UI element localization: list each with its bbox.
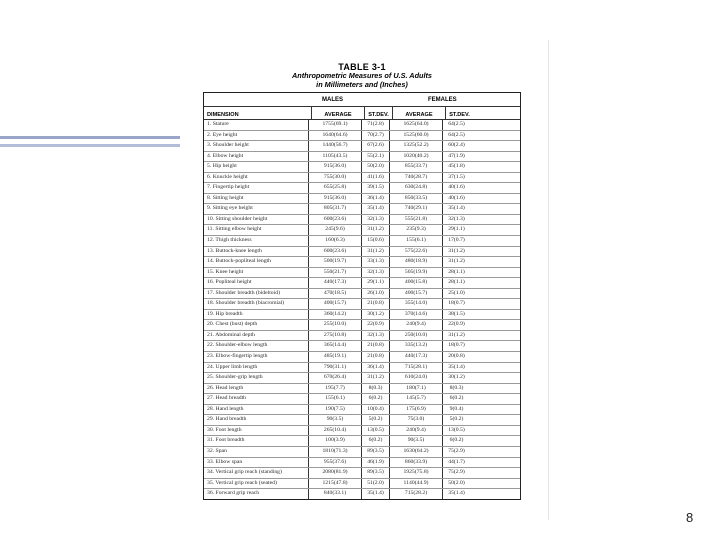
table-row [204,289,520,300]
cell-male-stdev: 46(1.9) [361,458,389,468]
cell-female-stdev: 28(1.1) [442,278,470,288]
cell-male-average: 600(23.6) [308,247,361,257]
cell-female-average: 90(3.5) [389,436,442,446]
cell-female-stdev: 20(0.8) [442,352,470,362]
cell-male-average: 500(19.7) [308,257,361,267]
cell-male-average: 670(26.4) [308,373,361,383]
cell-male-stdev: 21(0.8) [361,341,389,351]
accent-line [0,136,180,139]
cell-female-average: 850(33.5) [389,194,442,204]
table-subtitle-line1: Anthropometric Measures of U.S. Adults [291,71,432,80]
cell-male-stdev: 41(1.6) [361,173,389,183]
table-row [204,331,520,342]
table-row [204,436,520,447]
cell-dimension: 34. Vertical grip reach (standing) [207,469,282,476]
table-row [204,341,520,352]
cell-male-stdev: 13(0.5) [361,426,389,436]
cell-female-average: 480(18.9) [389,257,442,267]
cell-female-average: 1020(40.2) [389,152,442,162]
cell-male-average: 915(36.0) [308,194,361,204]
cell-female-stdev: 35(1.4) [442,363,470,373]
cell-dimension: 36. Forward grip reach [207,490,260,497]
cell-male-average: 550(21.7) [308,268,361,278]
cell-male-stdev: 55(2.1) [361,152,389,162]
cell-dimension: 14. Buttock-popliteal length [207,258,271,265]
cell-male-stdev: 21(0.8) [361,352,389,362]
cell-female-stdev: 18(0.7) [442,299,470,309]
cell-dimension: 28. Hand length [207,405,244,412]
cell-female-stdev: 37(1.5) [442,173,470,183]
cell-dimension: 11. Sitting elbow height [207,226,262,233]
cell-dimension: 7. Fingertip height [207,184,250,191]
cell-female-average: 1325(52.2) [389,141,442,151]
cell-male-average: 160(6.3) [308,236,361,246]
cell-female-average: 240(9.4) [389,320,442,330]
cell-male-stdev: 50(2.0) [361,162,389,172]
cell-male-average: 1440(56.7) [308,141,361,151]
cell-female-average: 715(28.2) [389,489,442,499]
cell-female-stdev: 6(0.2) [442,394,470,404]
cell-female-average: 555(21.8) [389,215,442,225]
table-row [204,426,520,437]
cell-female-stdev: 47(1.9) [442,152,470,162]
slide-page-number: 8 [686,510,694,525]
cell-dimension: 13. Buttock-knee length [207,247,262,254]
cell-female-stdev: 35(1.4) [442,204,470,214]
cell-male-stdev: 29(1.1) [361,278,389,288]
cell-female-stdev: 25(1.0) [442,289,470,299]
cell-female-stdev: 75(2.9) [442,447,470,457]
cell-female-average: 1625(64.0) [389,120,442,130]
table-row [204,479,520,490]
table-row [204,131,520,142]
cell-female-stdev: 17(0.7) [442,236,470,246]
cell-female-average: 610(24.0) [389,373,442,383]
table-row [204,236,520,247]
cell-male-average: 100(3.9) [308,436,361,446]
cell-dimension: 23. Elbow-fingertip length [207,353,268,360]
cell-female-average: 240(9.4) [389,426,442,436]
column-header-male-average: AVERAGE [311,107,364,119]
cell-male-average: 1810(71.3) [308,447,361,457]
cell-female-stdev: 50(2.0) [442,479,470,489]
cell-female-stdev: 6(0.2) [442,436,470,446]
cell-male-average: 265(10.4) [308,426,361,436]
table-row [204,373,520,384]
cell-female-stdev: 32(1.3) [442,215,470,225]
cell-female-stdev: 9(0.4) [442,405,470,415]
cell-male-stdev: 35(1.4) [361,204,389,214]
table-row [204,120,520,131]
cell-male-average: 470(18.5) [308,289,361,299]
cell-dimension: 6. Knuckle height [207,173,248,180]
cell-male-stdev: 32(1.3) [361,331,389,341]
cell-dimension: 8. Sitting height [207,194,244,201]
cell-dimension: 21. Abdominal depth [207,331,255,338]
cell-female-average: 370(14.6) [389,310,442,320]
cell-male-stdev: 32(1.3) [361,268,389,278]
cell-dimension: 15. Knee height [207,268,244,275]
cell-female-average: 740(28.7) [389,173,442,183]
table-row [204,204,520,215]
cell-female-stdev: 30(1.2) [442,373,470,383]
cell-female-stdev: 13(0.5) [442,426,470,436]
table-row [204,225,520,236]
table-row [204,310,520,321]
cell-dimension: 24. Upper limb length [207,363,258,370]
cell-male-average: 360(14.2) [308,310,361,320]
table-row [204,278,520,289]
cell-male-stdev: 8(0.3) [361,384,389,394]
cell-male-average: 840(33.1) [308,489,361,499]
cell-female-stdev: 18(0.7) [442,341,470,351]
cell-male-stdev: 31(1.2) [361,225,389,235]
cell-male-stdev: 22(0.9) [361,320,389,330]
group-header-row [204,93,520,107]
cell-male-stdev: 6(0.2) [361,394,389,404]
cell-dimension: 2. Eye height [207,131,238,138]
column-header-dimension: DIMENSION [207,112,239,118]
cell-dimension: 20. Chest (bust) depth [207,321,258,328]
cell-male-average: 400(15.7) [308,299,361,309]
cell-male-average: 1755(69.1) [308,120,361,130]
cell-male-average: 755(30.0) [308,173,361,183]
table-row [204,299,520,310]
cell-dimension: 30. Foot length [207,426,242,433]
cell-female-average: 235(9.3) [389,225,442,235]
column-header-female-stdev: ST.DEV. [445,107,473,119]
cell-male-average: 805(31.7) [308,204,361,214]
cell-male-stdev: 35(1.4) [361,489,389,499]
cell-male-average: 90(3.5) [308,415,361,425]
cell-male-stdev: 31(1.2) [361,373,389,383]
cell-dimension: 31. Foot breadth [207,437,245,444]
decorative-accent-lines [0,136,180,152]
cell-male-average: 190(7.5) [308,405,361,415]
cell-male-average: 600(23.6) [308,215,361,225]
cell-male-stdev: 10(0.4) [361,405,389,415]
table-subtitle-line2: in Millimeters and (Inches) [316,79,408,89]
cell-male-stdev: 33(1.3) [361,257,389,267]
group-males-label: MALES [322,97,343,103]
cell-female-stdev: 31(1.2) [442,247,470,257]
cell-male-average: 440(17.3) [308,278,361,288]
cell-male-average: 365(14.4) [308,341,361,351]
cell-female-stdev: 31(1.2) [442,257,470,267]
cell-dimension: 27. Head breadth [207,395,247,402]
cell-female-average: 505(19.9) [389,268,442,278]
cell-male-stdev: 70(2.7) [361,131,389,141]
anthropometric-table [203,92,521,500]
cell-female-stdev: 40(1.6) [442,194,470,204]
cell-male-average: 915(36.0) [308,162,361,172]
table-row [204,162,520,173]
table-row [204,257,520,268]
cell-male-average: 245(9.6) [308,225,361,235]
cell-female-average: 1525(60.0) [389,131,442,141]
cell-female-average: 1925(75.8) [389,468,442,478]
cell-male-stdev: 67(2.6) [361,141,389,151]
cell-dimension: 25. Shoulder-grip length [207,374,263,381]
cell-male-average: 955(37.6) [308,458,361,468]
table-row [204,183,520,194]
table-row [204,458,520,469]
cell-female-stdev: 22(0.9) [442,320,470,330]
cell-dimension: 12. Thigh thickness [207,237,252,244]
cell-female-stdev: 38(1.5) [442,310,470,320]
cell-male-average: 655(25.8) [308,183,361,193]
cell-female-average: 855(33.7) [389,162,442,172]
table-row [204,384,520,395]
table-title: TABLE 3-1 [338,62,386,72]
cell-female-stdev: 28(1.1) [442,268,470,278]
cell-dimension: 18. Shoulder breadth (biacromial) [207,300,285,307]
cell-male-average: 1215(47.8) [308,479,361,489]
cell-dimension: 9. Sitting eye height [207,205,253,212]
table-row [204,405,520,416]
cell-dimension: 17. Shoulder breadth (bideltoid) [207,289,280,296]
table-row [204,363,520,374]
cell-dimension: 10. Sitting shoulder height [207,215,268,222]
cell-female-stdev: 64(2.5) [442,120,470,130]
cell-dimension: 22. Shoulder-elbow length [207,342,268,349]
table-row [204,141,520,152]
cell-male-average: 155(6.1) [308,394,361,404]
cell-dimension: 3. Shoulder height [207,142,249,149]
cell-dimension: 26. Head length [207,384,244,391]
cell-female-average: 1630(64.2) [389,447,442,457]
cell-female-stdev: 44(1.7) [442,458,470,468]
cell-dimension: 1. Stature [207,121,229,127]
table-row [204,152,520,163]
cell-male-average: 2080(81.9) [308,468,361,478]
cell-male-stdev: 51(2.0) [361,479,389,489]
cell-female-average: 860(33.9) [389,458,442,468]
cell-male-stdev: 15(0.6) [361,236,389,246]
cell-male-stdev: 32(1.3) [361,215,389,225]
table-row [204,468,520,479]
cell-female-stdev: 5(0.2) [442,415,470,425]
cell-male-average: 275(10.8) [308,331,361,341]
cell-male-stdev: 39(1.5) [361,183,389,193]
cell-female-average: 155(6.1) [389,236,442,246]
cell-male-stdev: 36(1.4) [361,363,389,373]
table-row [204,215,520,226]
cell-male-stdev: 36(1.4) [361,194,389,204]
table-row [204,447,520,458]
table-row [204,352,520,363]
cell-male-stdev: 30(1.2) [361,310,389,320]
cell-female-stdev: 8(0.3) [442,384,470,394]
table-row [204,247,520,258]
cell-male-average: 485(19.1) [308,352,361,362]
cell-female-average: 630(24.8) [389,183,442,193]
cell-male-stdev: 31(1.2) [361,247,389,257]
cell-female-average: 1140(44.9) [389,479,442,489]
cell-dimension: 16. Popliteal height [207,279,252,286]
table-row [204,320,520,331]
cell-dimension: 4. Elbow height [207,152,244,159]
cell-male-stdev: 21(0.8) [361,299,389,309]
cell-female-average: 400(15.7) [389,289,442,299]
group-females-label: FEMALES [428,97,457,103]
cell-female-average: 355(14.0) [389,299,442,309]
cell-male-stdev: 89(3.5) [361,468,389,478]
table-body [204,120,520,499]
cell-dimension: 29. Hand breadth [207,416,247,423]
cell-dimension: 35. Vertical grip reach (seated) [207,479,277,486]
cell-male-stdev: 71(2.8) [361,120,389,130]
column-header-row [204,107,520,120]
cell-female-stdev: 75(2.9) [442,468,470,478]
table-row [204,194,520,205]
cell-male-stdev: 5(0.2) [361,415,389,425]
cell-female-stdev: 64(2.5) [442,131,470,141]
cell-female-stdev: 45(1.8) [442,162,470,172]
table-row [204,415,520,426]
cell-female-stdev: 40(1.6) [442,183,470,193]
cell-female-average: 335(13.2) [389,341,442,351]
cell-female-average: 180(7.1) [389,384,442,394]
table-row [204,173,520,184]
cell-male-stdev: 6(0.2) [361,436,389,446]
cell-female-stdev: 60(2.4) [442,141,470,151]
cell-female-average: 440(17.3) [389,352,442,362]
cell-male-average: 1640(64.6) [308,131,361,141]
accent-line [0,144,180,147]
cell-male-average: 790(31.1) [308,363,361,373]
cell-female-average: 175(6.9) [389,405,442,415]
cell-female-average: 75(3.0) [389,415,442,425]
cell-male-stdev: 26(1.0) [361,289,389,299]
table-row [204,394,520,405]
cell-female-average: 250(10.0) [389,331,442,341]
cell-female-stdev: 35(1.4) [442,489,470,499]
cell-female-average: 715(28.1) [389,363,442,373]
cell-male-average: 1105(43.5) [308,152,361,162]
column-header-female-average: AVERAGE [392,107,445,119]
table-row [204,268,520,279]
cell-female-stdev: 31(1.2) [442,331,470,341]
cell-dimension: 19. Hip breadth [207,310,243,317]
cell-male-stdev: 89(3.5) [361,447,389,457]
cell-female-stdev: 29(1.1) [442,225,470,235]
table-row [204,489,520,499]
scanned-table-document [203,62,521,500]
cell-dimension: 33. Elbow span [207,458,243,465]
cell-male-average: 195(7.7) [308,384,361,394]
cell-male-average: 255(10.0) [308,320,361,330]
cell-female-average: 575(22.6) [389,247,442,257]
cell-female-average: 145(5.7) [389,394,442,404]
cell-dimension: 5. Hip height [207,163,237,170]
cell-female-average: 400(15.8) [389,278,442,288]
cell-dimension: 32. Span [207,447,227,454]
cell-female-average: 740(29.1) [389,204,442,214]
column-header-male-stdev: ST.DEV. [364,107,392,119]
